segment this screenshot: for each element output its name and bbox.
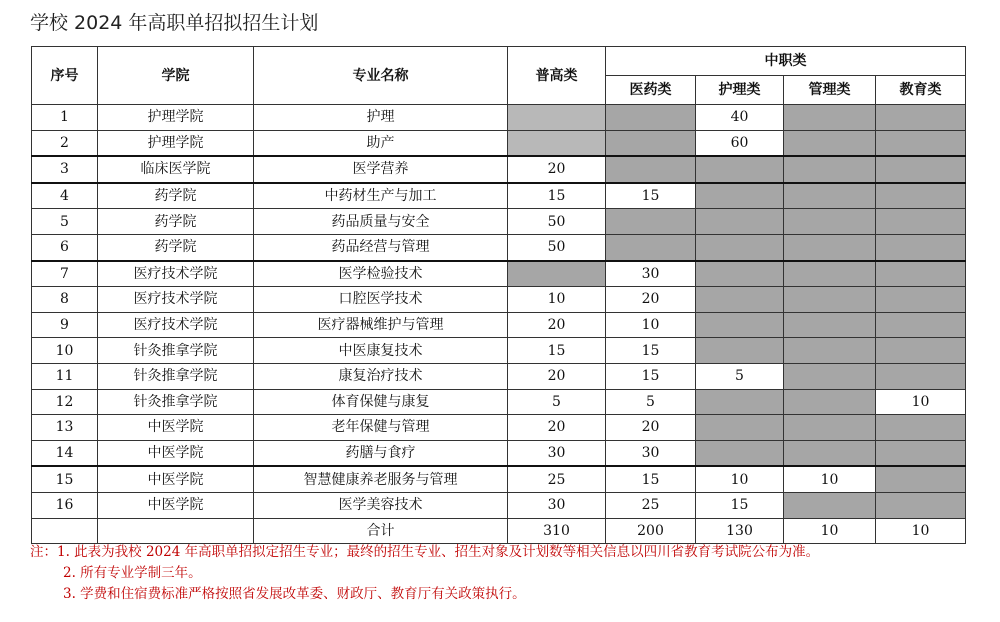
cell-medicine: 15 bbox=[606, 338, 696, 364]
total-college bbox=[98, 518, 254, 544]
table-row bbox=[32, 389, 966, 415]
cell-medicine: 15 bbox=[606, 466, 696, 492]
header-seq: 序号 bbox=[32, 47, 98, 105]
header-vocational: 中职类 bbox=[606, 47, 966, 76]
cell-general: 5 bbox=[508, 389, 606, 415]
total-nursing: 130 bbox=[696, 518, 784, 544]
cell-education bbox=[876, 287, 966, 313]
cell-major: 体育保健与康复 bbox=[254, 389, 508, 415]
cell-college: 临床医学院 bbox=[98, 156, 254, 183]
page-title: 学校 2024 年高职单招拟招生计划 bbox=[30, 12, 319, 34]
cell-general: 50 bbox=[508, 209, 606, 235]
total-management: 10 bbox=[784, 518, 876, 544]
cell-general: 15 bbox=[508, 183, 606, 209]
cell-college: 药学院 bbox=[98, 209, 254, 235]
cell-management bbox=[784, 363, 876, 389]
cell-management bbox=[784, 287, 876, 313]
table-row bbox=[32, 234, 966, 260]
cell-seq: 13 bbox=[32, 415, 98, 441]
cell-major: 医学检验技术 bbox=[254, 261, 508, 287]
cell-medicine: 30 bbox=[606, 261, 696, 287]
cell-general: 20 bbox=[508, 415, 606, 441]
cell-major: 药品经营与管理 bbox=[254, 234, 508, 260]
cell-college: 医疗技术学院 bbox=[98, 261, 254, 287]
total-medicine: 200 bbox=[606, 518, 696, 544]
table-row bbox=[32, 130, 966, 156]
header-education: 教育类 bbox=[876, 76, 966, 105]
cell-medicine: 25 bbox=[606, 492, 696, 518]
cell-education bbox=[876, 363, 966, 389]
cell-education bbox=[876, 183, 966, 209]
cell-college: 中医学院 bbox=[98, 466, 254, 492]
cell-education bbox=[876, 466, 966, 492]
cell-college: 针灸推拿学院 bbox=[98, 338, 254, 364]
cell-seq: 9 bbox=[32, 312, 98, 338]
cell-management bbox=[784, 312, 876, 338]
cell-general: 10 bbox=[508, 287, 606, 313]
cell-nursing: 15 bbox=[696, 492, 784, 518]
cell-management bbox=[784, 130, 876, 156]
cell-medicine: 20 bbox=[606, 415, 696, 441]
cell-general bbox=[508, 105, 606, 131]
cell-major: 药品质量与安全 bbox=[254, 209, 508, 235]
cell-education bbox=[876, 492, 966, 518]
cell-medicine bbox=[606, 209, 696, 235]
cell-medicine: 20 bbox=[606, 287, 696, 313]
table-row bbox=[32, 492, 966, 518]
cell-management bbox=[784, 234, 876, 260]
table-body bbox=[32, 105, 966, 519]
header-major: 专业名称 bbox=[254, 47, 508, 105]
cell-nursing bbox=[696, 156, 784, 183]
cell-seq: 7 bbox=[32, 261, 98, 287]
cell-nursing bbox=[696, 234, 784, 260]
total-education: 10 bbox=[876, 518, 966, 544]
cell-seq: 10 bbox=[32, 338, 98, 364]
cell-major: 药膳与食疗 bbox=[254, 440, 508, 466]
cell-nursing: 5 bbox=[696, 363, 784, 389]
cell-major: 智慧健康养老服务与管理 bbox=[254, 466, 508, 492]
cell-college: 针灸推拿学院 bbox=[98, 363, 254, 389]
footnotes bbox=[30, 542, 819, 605]
cell-seq: 14 bbox=[32, 440, 98, 466]
header-medicine: 医药类 bbox=[606, 76, 696, 105]
cell-college: 药学院 bbox=[98, 183, 254, 209]
cell-medicine: 10 bbox=[606, 312, 696, 338]
cell-medicine: 15 bbox=[606, 363, 696, 389]
cell-management bbox=[784, 105, 876, 131]
cell-general: 30 bbox=[508, 492, 606, 518]
cell-major: 医学美容技术 bbox=[254, 492, 508, 518]
cell-general: 50 bbox=[508, 234, 606, 260]
header-college: 学院 bbox=[98, 47, 254, 105]
cell-nursing bbox=[696, 440, 784, 466]
header-nursing: 护理类 bbox=[696, 76, 784, 105]
cell-nursing bbox=[696, 312, 784, 338]
table-row bbox=[32, 466, 966, 492]
table-row bbox=[32, 363, 966, 389]
cell-nursing bbox=[696, 183, 784, 209]
cell-major: 中医康复技术 bbox=[254, 338, 508, 364]
enrollment-plan-table bbox=[31, 46, 966, 544]
cell-nursing: 60 bbox=[696, 130, 784, 156]
cell-major: 口腔医学技术 bbox=[254, 287, 508, 313]
cell-major: 医疗器械维护与管理 bbox=[254, 312, 508, 338]
cell-education bbox=[876, 209, 966, 235]
cell-major: 康复治疗技术 bbox=[254, 363, 508, 389]
cell-education bbox=[876, 261, 966, 287]
total-general: 310 bbox=[508, 518, 606, 544]
header-management: 管理类 bbox=[784, 76, 876, 105]
cell-general: 20 bbox=[508, 312, 606, 338]
cell-seq: 16 bbox=[32, 492, 98, 518]
cell-management bbox=[784, 415, 876, 441]
cell-college: 药学院 bbox=[98, 234, 254, 260]
cell-general: 20 bbox=[508, 363, 606, 389]
cell-seq: 8 bbox=[32, 287, 98, 313]
cell-major: 助产 bbox=[254, 130, 508, 156]
cell-education bbox=[876, 105, 966, 131]
cell-general bbox=[508, 130, 606, 156]
cell-nursing bbox=[696, 389, 784, 415]
cell-management bbox=[784, 389, 876, 415]
cell-management bbox=[784, 209, 876, 235]
cell-management bbox=[784, 261, 876, 287]
cell-seq: 3 bbox=[32, 156, 98, 183]
cell-seq: 6 bbox=[32, 234, 98, 260]
cell-seq: 2 bbox=[32, 130, 98, 156]
cell-medicine bbox=[606, 105, 696, 131]
total-row bbox=[32, 518, 966, 544]
cell-nursing bbox=[696, 261, 784, 287]
table-row bbox=[32, 209, 966, 235]
cell-management bbox=[784, 492, 876, 518]
cell-nursing bbox=[696, 287, 784, 313]
table-row bbox=[32, 312, 966, 338]
table-row bbox=[32, 261, 966, 287]
table-row bbox=[32, 183, 966, 209]
total-label: 合计 bbox=[254, 518, 508, 544]
cell-college: 医疗技术学院 bbox=[98, 287, 254, 313]
table-row bbox=[32, 415, 966, 441]
cell-nursing: 40 bbox=[696, 105, 784, 131]
cell-management bbox=[784, 156, 876, 183]
cell-major: 护理 bbox=[254, 105, 508, 131]
cell-medicine: 15 bbox=[606, 183, 696, 209]
cell-management bbox=[784, 440, 876, 466]
cell-seq: 15 bbox=[32, 466, 98, 492]
table-row bbox=[32, 287, 966, 313]
cell-college: 中医学院 bbox=[98, 415, 254, 441]
cell-seq: 4 bbox=[32, 183, 98, 209]
table-row bbox=[32, 338, 966, 364]
cell-general: 20 bbox=[508, 156, 606, 183]
cell-general bbox=[508, 261, 606, 287]
cell-medicine: 30 bbox=[606, 440, 696, 466]
cell-nursing bbox=[696, 415, 784, 441]
cell-education bbox=[876, 440, 966, 466]
cell-seq: 1 bbox=[32, 105, 98, 131]
cell-college: 中医学院 bbox=[98, 492, 254, 518]
table-row bbox=[32, 105, 966, 131]
cell-general: 25 bbox=[508, 466, 606, 492]
cell-medicine bbox=[606, 234, 696, 260]
cell-education bbox=[876, 312, 966, 338]
cell-college: 中医学院 bbox=[98, 440, 254, 466]
cell-education: 10 bbox=[876, 389, 966, 415]
cell-college: 护理学院 bbox=[98, 130, 254, 156]
cell-nursing bbox=[696, 209, 784, 235]
cell-college: 针灸推拿学院 bbox=[98, 389, 254, 415]
cell-seq: 11 bbox=[32, 363, 98, 389]
cell-major: 老年保健与管理 bbox=[254, 415, 508, 441]
footnote-3: 3. 学费和住宿费标准严格按照省发展改革委、财政厅、教育厅有关政策执行。 bbox=[63, 586, 526, 602]
header-general: 普高类 bbox=[508, 47, 606, 105]
cell-management: 10 bbox=[784, 466, 876, 492]
footnote-2: 2. 所有专业学制三年。 bbox=[63, 565, 202, 581]
cell-education bbox=[876, 130, 966, 156]
total-seq bbox=[32, 518, 98, 544]
table-row bbox=[32, 156, 966, 183]
cell-general: 30 bbox=[508, 440, 606, 466]
cell-major: 中药材生产与加工 bbox=[254, 183, 508, 209]
cell-management bbox=[784, 183, 876, 209]
cell-medicine bbox=[606, 156, 696, 183]
cell-nursing bbox=[696, 338, 784, 364]
footnote-1: 注：1. 此表为我校 2024 年高职单招拟定招生专业；最终的招生专业、招生对象及计划数等相关信息以四川省教育考试院公布为准。 bbox=[30, 544, 820, 560]
cell-education bbox=[876, 338, 966, 364]
cell-seq: 5 bbox=[32, 209, 98, 235]
cell-education bbox=[876, 415, 966, 441]
cell-college: 医疗技术学院 bbox=[98, 312, 254, 338]
cell-seq: 12 bbox=[32, 389, 98, 415]
table-row bbox=[32, 440, 966, 466]
cell-medicine bbox=[606, 130, 696, 156]
cell-education bbox=[876, 156, 966, 183]
cell-medicine: 5 bbox=[606, 389, 696, 415]
cell-education bbox=[876, 234, 966, 260]
cell-nursing: 10 bbox=[696, 466, 784, 492]
cell-college: 护理学院 bbox=[98, 105, 254, 131]
cell-general: 15 bbox=[508, 338, 606, 364]
cell-major: 医学营养 bbox=[254, 156, 508, 183]
cell-management bbox=[784, 338, 876, 364]
